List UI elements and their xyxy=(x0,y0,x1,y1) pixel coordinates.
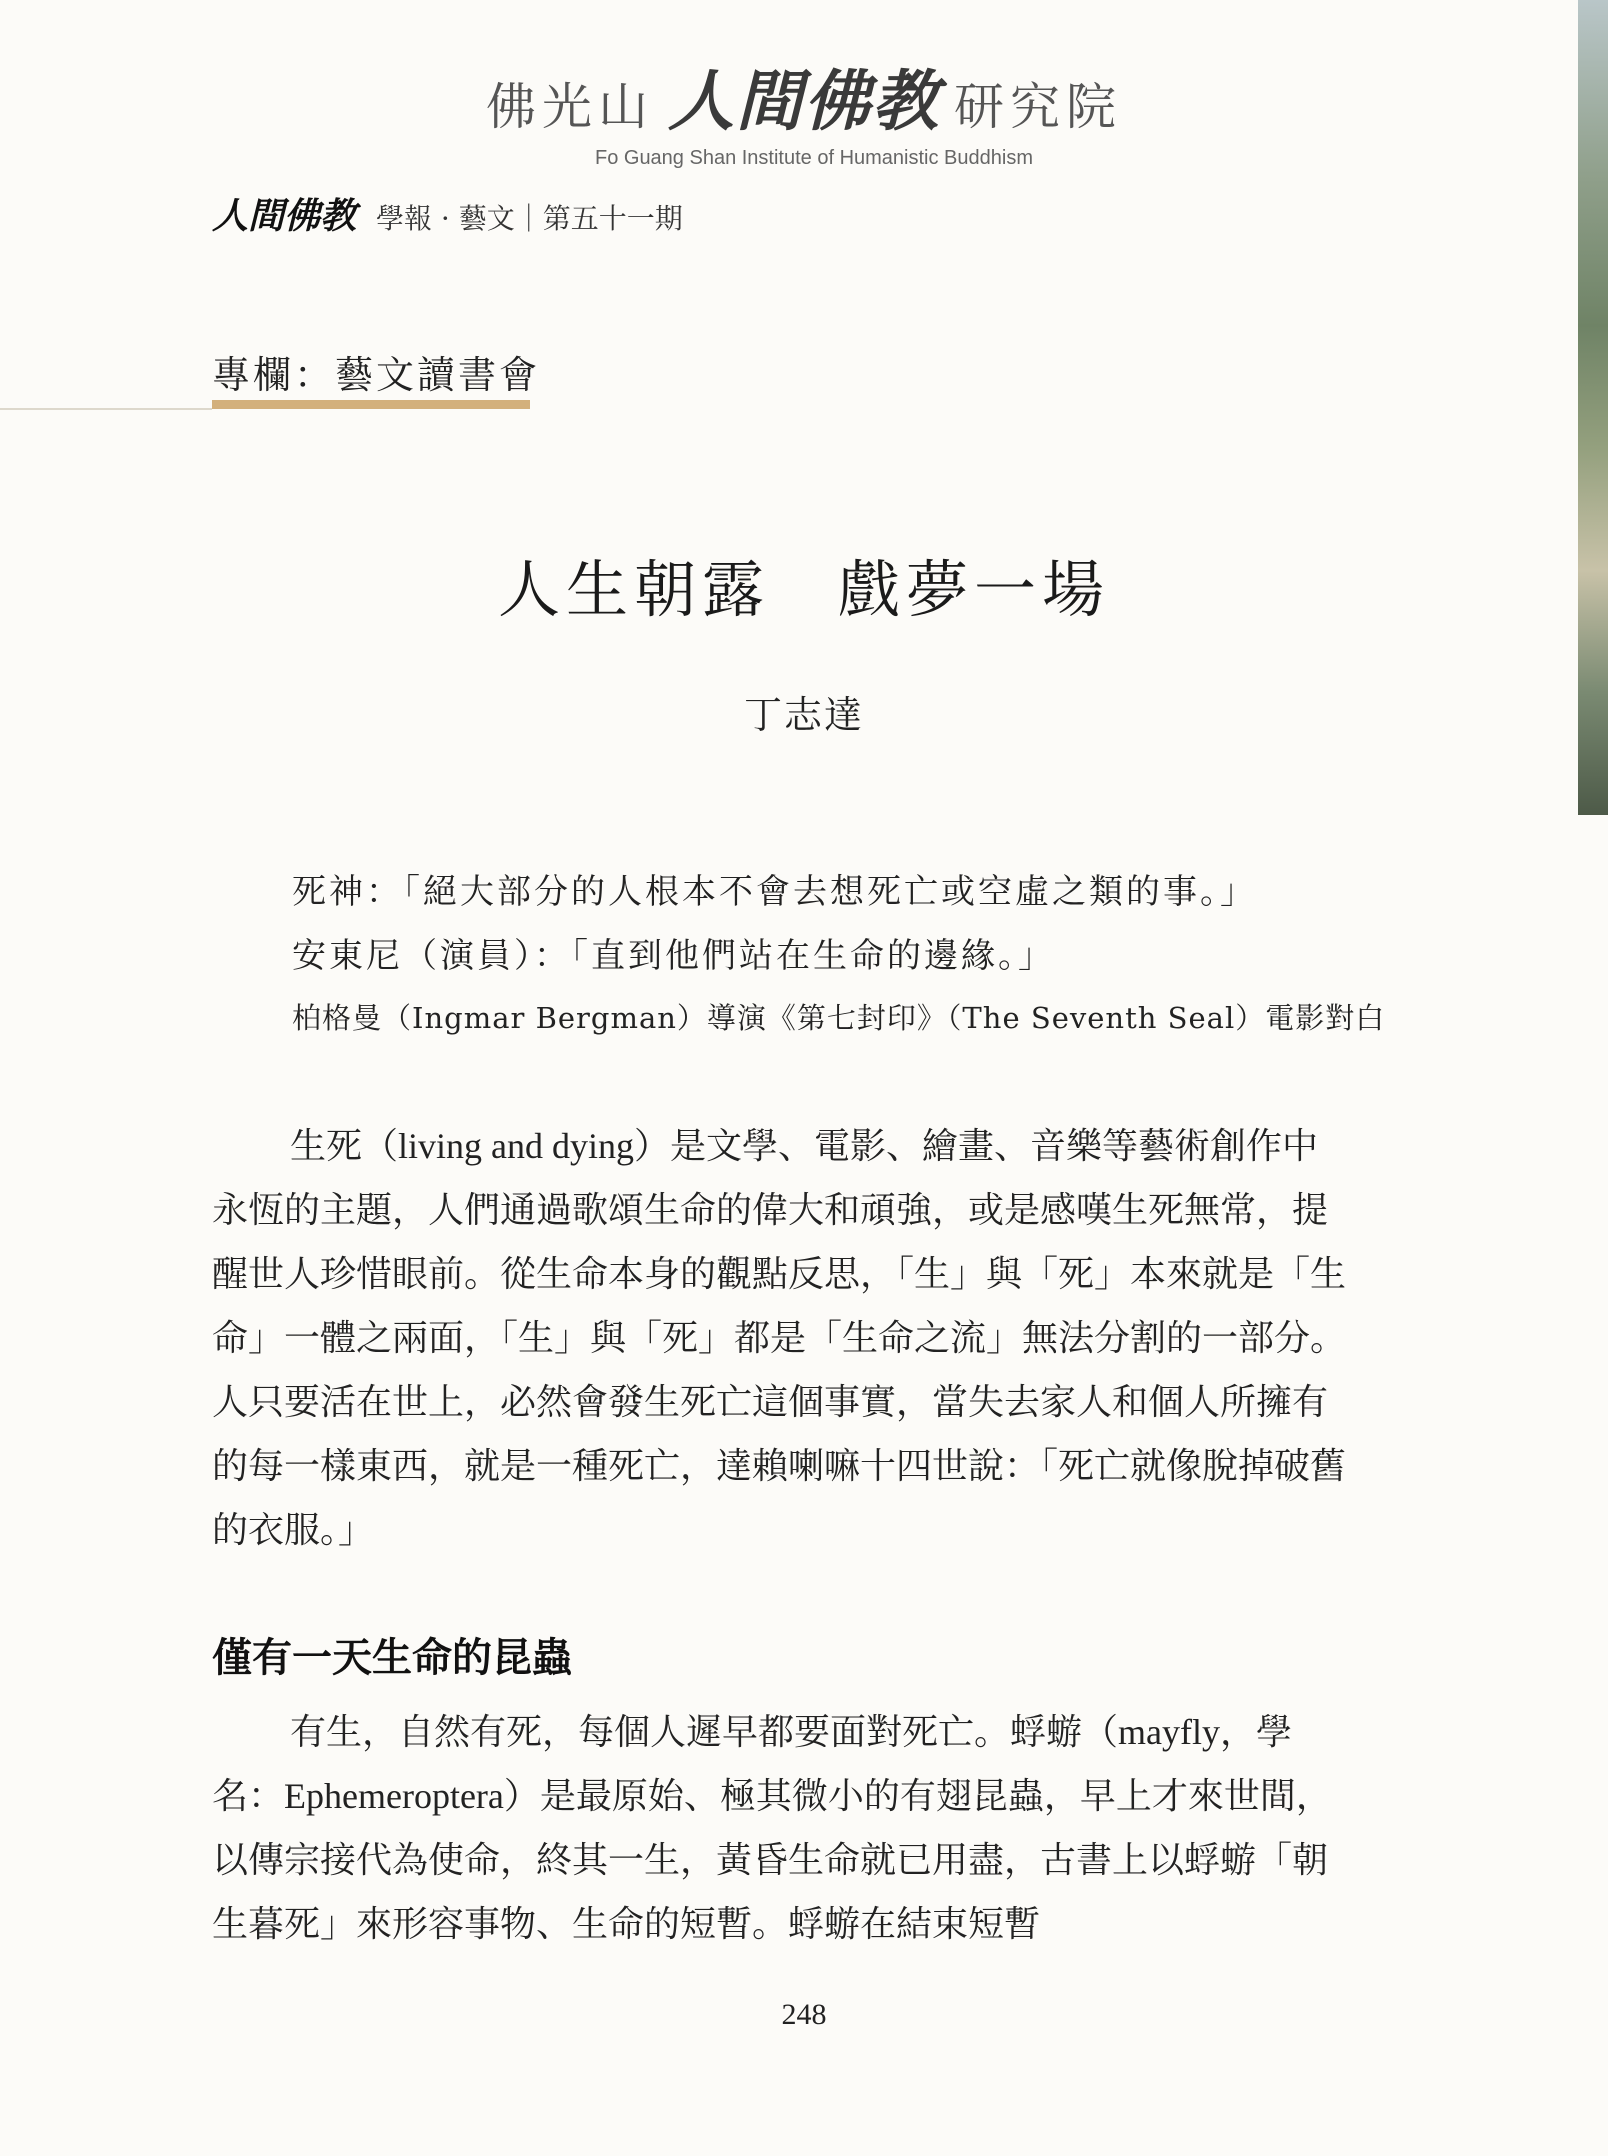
article-author: 丁志達 xyxy=(743,693,864,737)
institute-title-right: 研究院 xyxy=(954,78,1122,136)
institute-header xyxy=(0,48,1608,170)
column-underline xyxy=(212,400,530,409)
institute-title-brush: 人間佛教 xyxy=(668,62,940,140)
journal-info: 學報 · 藝文｜第五十一期 xyxy=(376,202,683,235)
body-paragraph-2 xyxy=(212,1700,1352,1956)
epigraph-line-2: 安東尼（演員）：「直到他們站在生命的邊緣。」 xyxy=(292,936,1055,976)
epigraph-source: 柏格曼（Ingmar Bergman）導演《第七封印》（The Seventh Seal）電影對白 xyxy=(292,1001,1386,1035)
section-heading: 僅有一天生命的昆蟲 xyxy=(212,1634,572,1681)
institute-title xyxy=(0,48,1608,143)
epigraph-line-1: 死神：「絕大部分的人根本不會去想死亡或空虛之類的事。」 xyxy=(292,872,1257,912)
paragraph-text: 生死（living and dying）是文學、電影、繪畫、音樂等藝術創作中永恆的主題，人們通過歌頌生命的偉大和頑強，或是感嘆生死無常，提醒世人珍惜眼前。從生命本身的觀點反思，「生」與「死」本來就是「生命」一體之兩面，「生」與「死」都是「生命之流」無法分割的一部分。人只要活在世上，必然會發生死亡這個事實，當失去家人和個人所擁有的每一樣東西，就是一種死亡，達賴喇嘛十四世說：「死亡就像脫掉破舊的衣服。」 xyxy=(212,1126,1347,1550)
body-paragraph-1 xyxy=(212,1114,1352,1562)
paragraph-text: 有生，自然有死，每個人遲早都要面對死亡。蜉蝣（mayfly，學名：Ephemeroptera）是最原始、極其微小的有翅昆蟲，早上才來世間，以傳宗接代為使命，終其一生，黃昏生命就已用盡，古書上以蜉蝣「朝生暮死」來形容事物、生命的短暫。蜉蝣在結束短暫 xyxy=(212,1712,1332,1944)
journal-brush-logo: 人間佛教 xyxy=(212,195,357,237)
institute-title-left: 佛光山 xyxy=(486,78,654,136)
article-title: 人生朝露 戲夢一場 xyxy=(497,553,1110,626)
column-label: 專欄：藝文讀書會 xyxy=(212,353,541,397)
institute-english-name: Fo Guang Shan Institute of Humanistic Buddhism xyxy=(594,147,1033,169)
column-rule xyxy=(0,408,212,410)
journal-line xyxy=(212,188,683,239)
page-number: 248 xyxy=(781,1998,827,2031)
